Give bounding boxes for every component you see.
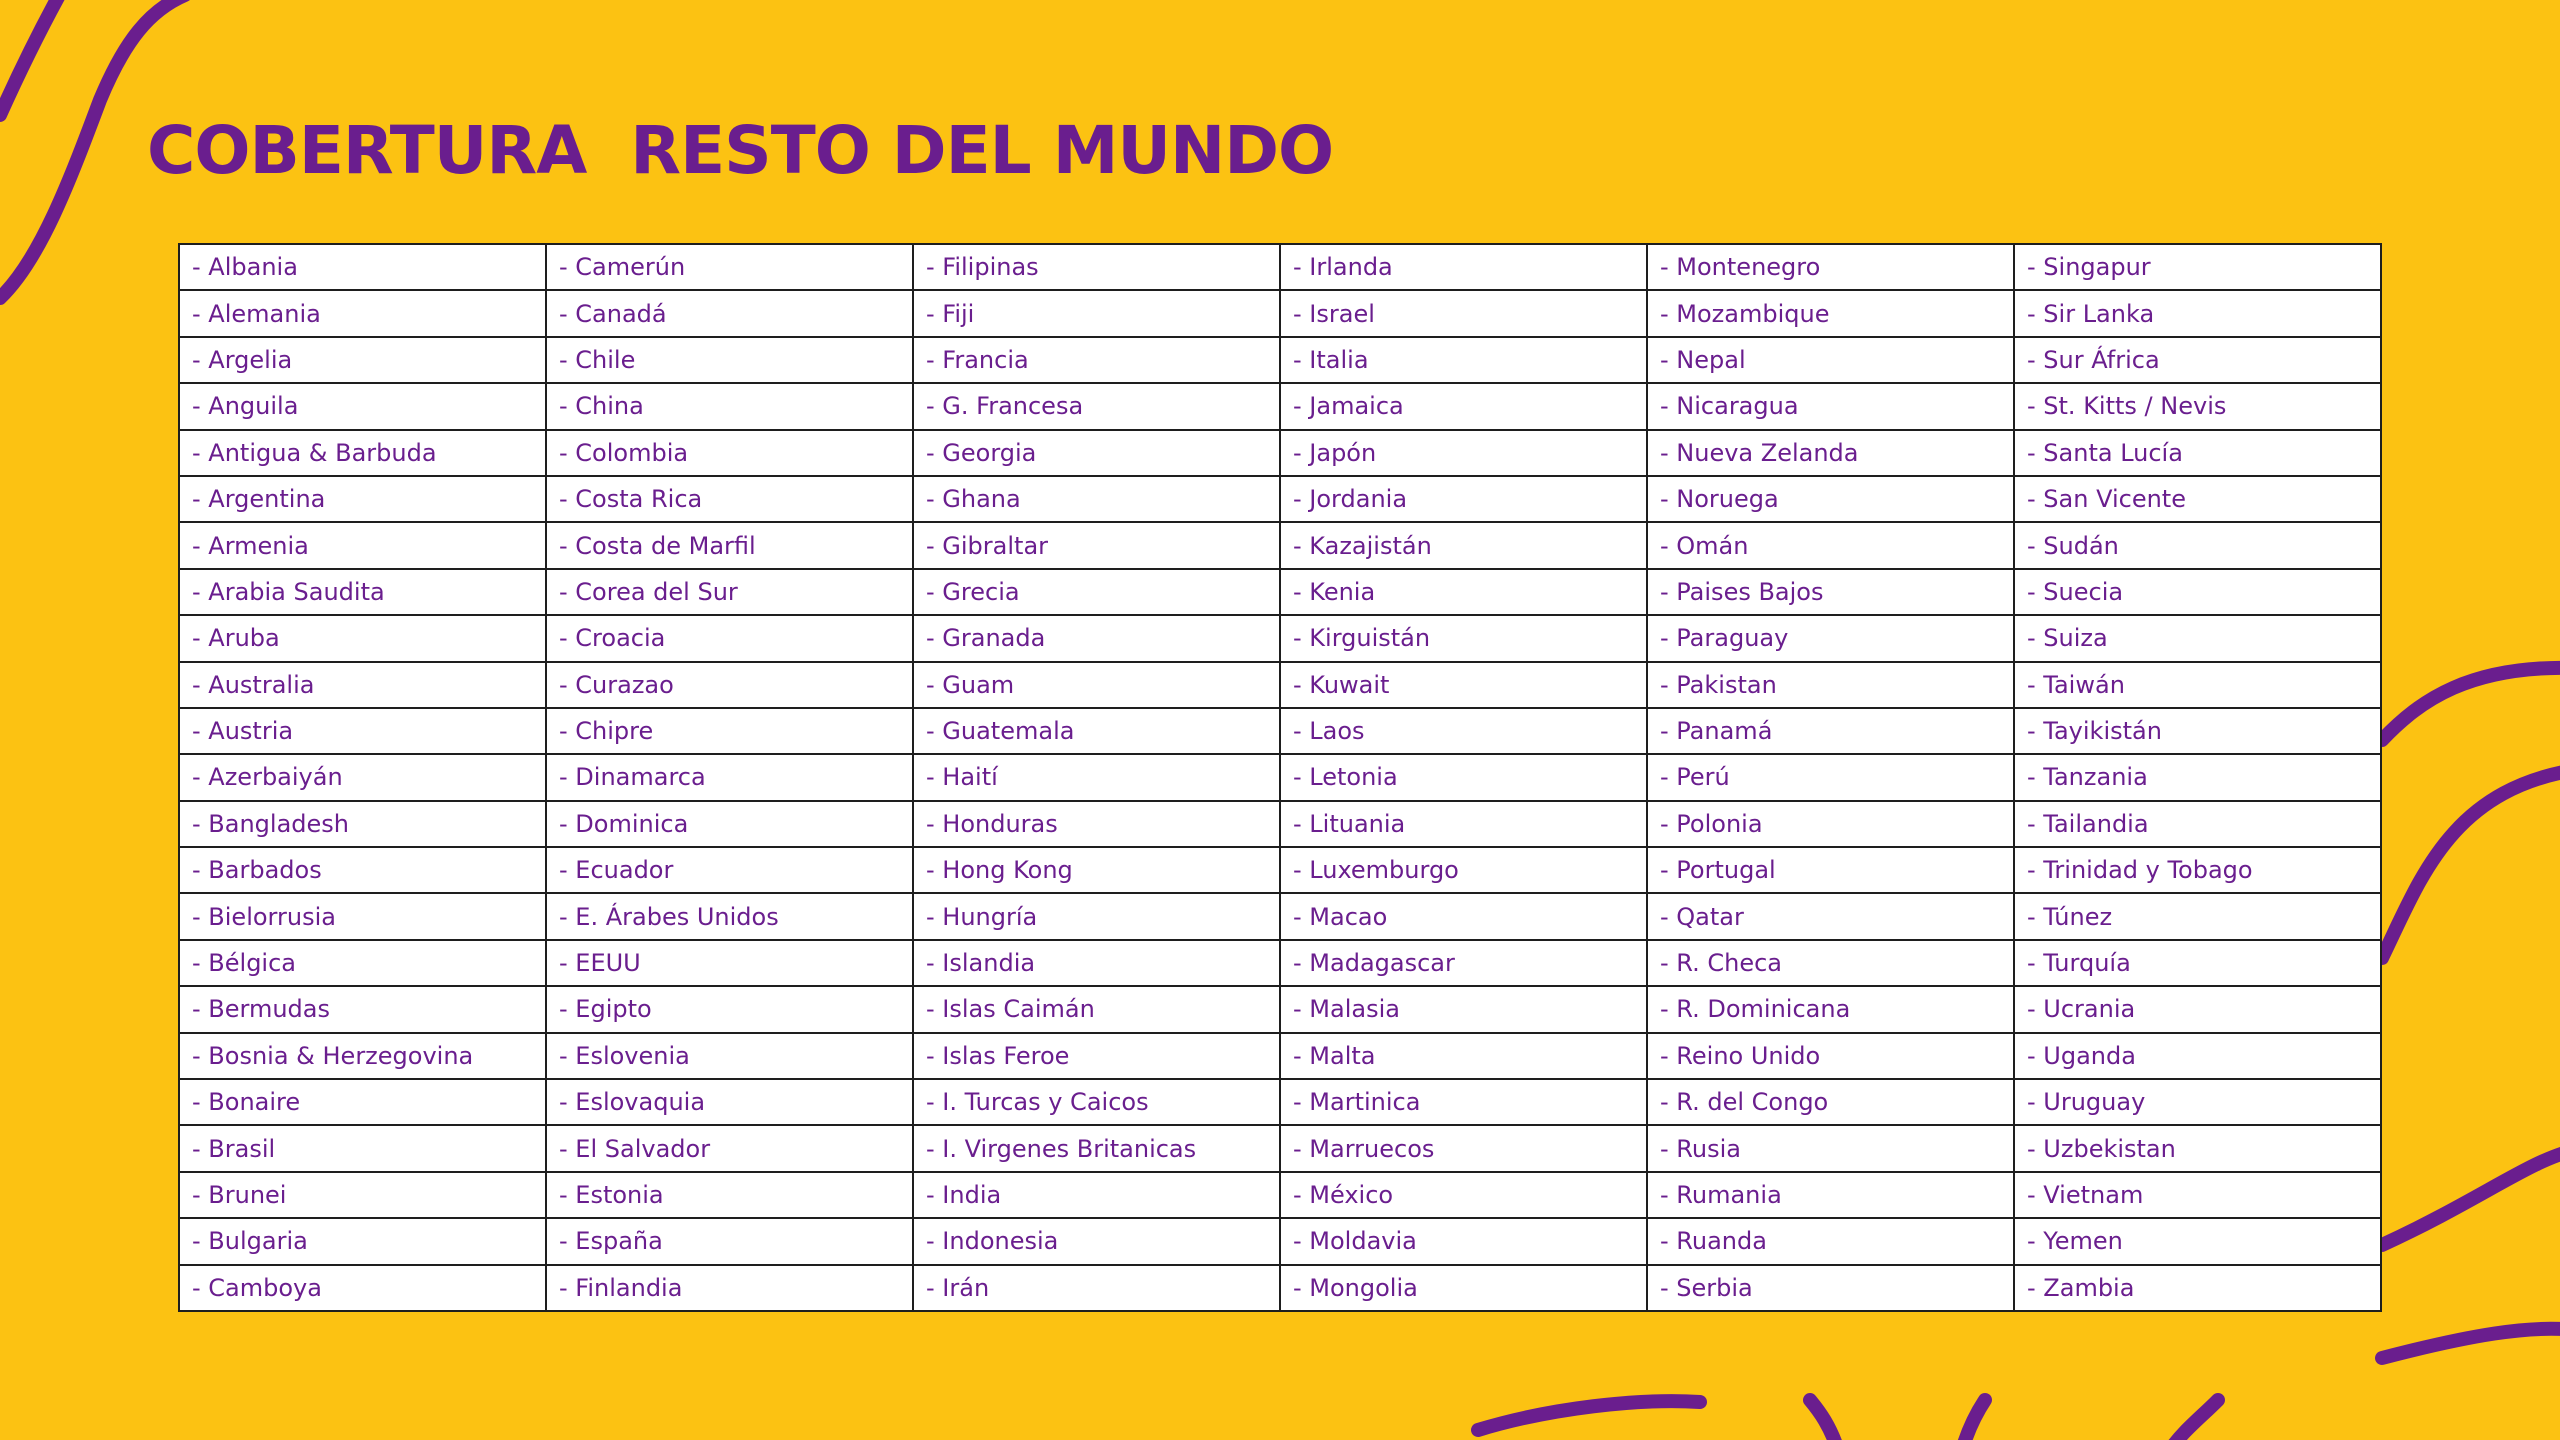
country-cell: - Bélgica (179, 940, 546, 986)
country-cell: - Bosnia & Herzegovina (179, 1033, 546, 1079)
country-cell: - Jordania (1280, 476, 1647, 522)
country-cell: - G. Francesa (913, 383, 1280, 429)
country-cell: - Tanzania (2014, 754, 2381, 800)
country-cell: - I. Turcas y Caicos (913, 1079, 1280, 1125)
country-coverage-table (178, 243, 2382, 1312)
table-row (179, 1265, 2381, 1311)
country-cell: - Noruega (1647, 476, 2014, 522)
country-cell: - Uganda (2014, 1033, 2381, 1079)
country-cell: - Kirguistán (1280, 615, 1647, 661)
country-cell: - Madagascar (1280, 940, 1647, 986)
country-cell: - Zambia (2014, 1265, 2381, 1311)
country-cell: - Costa Rica (546, 476, 913, 522)
country-cell: - St. Kitts / Nevis (2014, 383, 2381, 429)
table-row (179, 337, 2381, 383)
country-cell: - Suecia (2014, 569, 2381, 615)
country-cell: - Azerbaiyán (179, 754, 546, 800)
country-cell: - Kuwait (1280, 662, 1647, 708)
country-cell: - Macao (1280, 893, 1647, 939)
table-row (179, 290, 2381, 336)
table-row (179, 847, 2381, 893)
country-cell: - Corea del Sur (546, 569, 913, 615)
country-cell: - Fiji (913, 290, 1280, 336)
country-cell: - Perú (1647, 754, 2014, 800)
country-cell: - México (1280, 1172, 1647, 1218)
table-row (179, 1125, 2381, 1171)
country-cell: - R. del Congo (1647, 1079, 2014, 1125)
country-cell: - Malasia (1280, 986, 1647, 1032)
country-cell: - Colombia (546, 430, 913, 476)
country-cell: - I. Virgenes Britanicas (913, 1125, 1280, 1171)
table-row (179, 615, 2381, 661)
country-cell: - Albania (179, 244, 546, 290)
country-cell: - Francia (913, 337, 1280, 383)
table-row (179, 1172, 2381, 1218)
table-row (179, 476, 2381, 522)
country-cell: - Uruguay (2014, 1079, 2381, 1125)
country-cell: - Martinica (1280, 1079, 1647, 1125)
country-cell: - El Salvador (546, 1125, 913, 1171)
country-cell: - Turquía (2014, 940, 2381, 986)
table-row (179, 383, 2381, 429)
country-cell: - Ucrania (2014, 986, 2381, 1032)
country-cell: - Irlanda (1280, 244, 1647, 290)
country-cell: - Rusia (1647, 1125, 2014, 1171)
country-cell: - Bangladesh (179, 801, 546, 847)
country-cell: - Bielorrusia (179, 893, 546, 939)
country-cell: - Montenegro (1647, 244, 2014, 290)
country-cell: - R. Dominicana (1647, 986, 2014, 1032)
table-row (179, 662, 2381, 708)
country-cell: - Paises Bajos (1647, 569, 2014, 615)
country-cell: - Estonia (546, 1172, 913, 1218)
country-cell: - Kenia (1280, 569, 1647, 615)
table-row (179, 430, 2381, 476)
country-cell: - Eslovenia (546, 1033, 913, 1079)
country-cell: - Israel (1280, 290, 1647, 336)
country-cell: - Pakistan (1647, 662, 2014, 708)
table-row (179, 522, 2381, 568)
wave-line-top-left-1 (0, 0, 62, 115)
country-cell: - Granada (913, 615, 1280, 661)
country-cell: - Taiwán (2014, 662, 2381, 708)
country-cell: - Santa Lucía (2014, 430, 2381, 476)
country-cell: - Mongolia (1280, 1265, 1647, 1311)
country-cell: - Egipto (546, 986, 913, 1032)
wave-line-right-1 (2382, 668, 2560, 740)
country-cell: - Nicaragua (1647, 383, 2014, 429)
country-cell: - Mozambique (1647, 290, 2014, 336)
country-cell: - China (546, 383, 913, 429)
country-cell: - Italia (1280, 337, 1647, 383)
country-cell: - Bermudas (179, 986, 546, 1032)
country-cell: - Omán (1647, 522, 2014, 568)
country-cell: - Vietnam (2014, 1172, 2381, 1218)
country-cell: - Sir Lanka (2014, 290, 2381, 336)
table-row (179, 754, 2381, 800)
country-cell: - Marruecos (1280, 1125, 1647, 1171)
country-cell: - Polonia (1647, 801, 2014, 847)
country-cell: - Armenia (179, 522, 546, 568)
table-row (179, 801, 2381, 847)
country-cell: - EEUU (546, 940, 913, 986)
country-cell: - Singapur (2014, 244, 2381, 290)
country-cell: - Portugal (1647, 847, 2014, 893)
country-cell: - Canadá (546, 290, 913, 336)
country-cell: - Jamaica (1280, 383, 1647, 429)
country-cell: - Anguila (179, 383, 546, 429)
country-cell: - India (913, 1172, 1280, 1218)
country-cell: - San Vicente (2014, 476, 2381, 522)
country-cell: - Finlandia (546, 1265, 913, 1311)
country-cell: - Filipinas (913, 244, 1280, 290)
country-cell: - Brasil (179, 1125, 546, 1171)
country-cell: - Serbia (1647, 1265, 2014, 1311)
country-cell: - Laos (1280, 708, 1647, 754)
country-cell: - Aruba (179, 615, 546, 661)
country-cell: - Dominica (546, 801, 913, 847)
country-cell: - Australia (179, 662, 546, 708)
country-cell: - Irán (913, 1265, 1280, 1311)
country-cell: - Sudán (2014, 522, 2381, 568)
country-cell: - España (546, 1218, 913, 1264)
country-cell: - Kazajistán (1280, 522, 1647, 568)
country-cell: - Eslovaquia (546, 1079, 913, 1125)
wave-line-bottom-2 (1810, 1400, 1838, 1440)
country-cell: - Hong Kong (913, 847, 1280, 893)
country-cell: - Hungría (913, 893, 1280, 939)
country-cell: - Panamá (1647, 708, 2014, 754)
country-cell: - Moldavia (1280, 1218, 1647, 1264)
country-cell: - Chile (546, 337, 913, 383)
country-cell: - Curazao (546, 662, 913, 708)
country-cell: - Bulgaria (179, 1218, 546, 1264)
country-cell: - Argentina (179, 476, 546, 522)
country-cell: - Georgia (913, 430, 1280, 476)
table-row (179, 940, 2381, 986)
country-cell: - Tayikistán (2014, 708, 2381, 754)
country-cell: - Alemania (179, 290, 546, 336)
country-cell: - Tailandia (2014, 801, 2381, 847)
country-cell: - Haití (913, 754, 1280, 800)
country-cell: - Túnez (2014, 893, 2381, 939)
table-row (179, 1079, 2381, 1125)
country-cell: - Lituania (1280, 801, 1647, 847)
table-row (179, 244, 2381, 290)
country-cell: - Qatar (1647, 893, 2014, 939)
country-cell: - Grecia (913, 569, 1280, 615)
country-cell: - Trinidad y Tobago (2014, 847, 2381, 893)
wave-line-bottom-1 (1478, 1401, 1700, 1430)
country-cell: - R. Checa (1647, 940, 2014, 986)
table-row (179, 569, 2381, 615)
table-row (179, 1033, 2381, 1079)
country-cell: - Ecuador (546, 847, 913, 893)
wave-line-right-2 (2382, 770, 2560, 958)
country-cell: - Antigua & Barbuda (179, 430, 546, 476)
country-cell: - Bonaire (179, 1079, 546, 1125)
table-row (179, 986, 2381, 1032)
country-cell: - Camboya (179, 1265, 546, 1311)
country-cell: - Sur África (2014, 337, 2381, 383)
table-row (179, 708, 2381, 754)
country-cell: - Guam (913, 662, 1280, 708)
country-cell: - Arabia Saudita (179, 569, 546, 615)
country-cell: - Paraguay (1647, 615, 2014, 661)
wave-line-right-3 (2382, 1150, 2560, 1245)
country-cell: - Brunei (179, 1172, 546, 1218)
country-cell: - Camerún (546, 244, 913, 290)
country-cell: - Rumania (1647, 1172, 2014, 1218)
country-cell: - Islas Feroe (913, 1033, 1280, 1079)
table-row (179, 893, 2381, 939)
country-cell: - Letonia (1280, 754, 1647, 800)
country-cell: - Nueva Zelanda (1647, 430, 2014, 476)
country-cell: - Reino Unido (1647, 1033, 2014, 1079)
country-cell: - Japón (1280, 430, 1647, 476)
country-cell: - Croacia (546, 615, 913, 661)
country-cell: - Islas Caimán (913, 986, 1280, 1032)
country-cell: - Malta (1280, 1033, 1647, 1079)
country-cell: - Guatemala (913, 708, 1280, 754)
country-cell: - E. Árabes Unidos (546, 893, 913, 939)
country-table-body (179, 244, 2381, 1311)
country-cell: - Costa de Marfil (546, 522, 913, 568)
country-cell: - Indonesia (913, 1218, 1280, 1264)
country-cell: - Islandia (913, 940, 1280, 986)
wave-line-right-4 (2382, 1329, 2560, 1358)
country-cell: - Austria (179, 708, 546, 754)
country-cell: - Gibraltar (913, 522, 1280, 568)
country-cell: - Chipre (546, 708, 913, 754)
country-cell: - Yemen (2014, 1218, 2381, 1264)
wave-line-bottom-3 (1962, 1400, 1985, 1440)
country-cell: - Argelia (179, 337, 546, 383)
country-cell: - Luxemburgo (1280, 847, 1647, 893)
country-cell: - Uzbekistan (2014, 1125, 2381, 1171)
country-cell: - Barbados (179, 847, 546, 893)
table-row (179, 1218, 2381, 1264)
country-cell: - Suiza (2014, 615, 2381, 661)
country-cell: - Honduras (913, 801, 1280, 847)
page-title: COBERTURA RESTO DEL MUNDO (147, 112, 1334, 189)
country-cell: - Ghana (913, 476, 1280, 522)
country-cell: - Ruanda (1647, 1218, 2014, 1264)
country-cell: - Dinamarca (546, 754, 913, 800)
wave-line-bottom-4 (2170, 1400, 2218, 1440)
country-cell: - Nepal (1647, 337, 2014, 383)
